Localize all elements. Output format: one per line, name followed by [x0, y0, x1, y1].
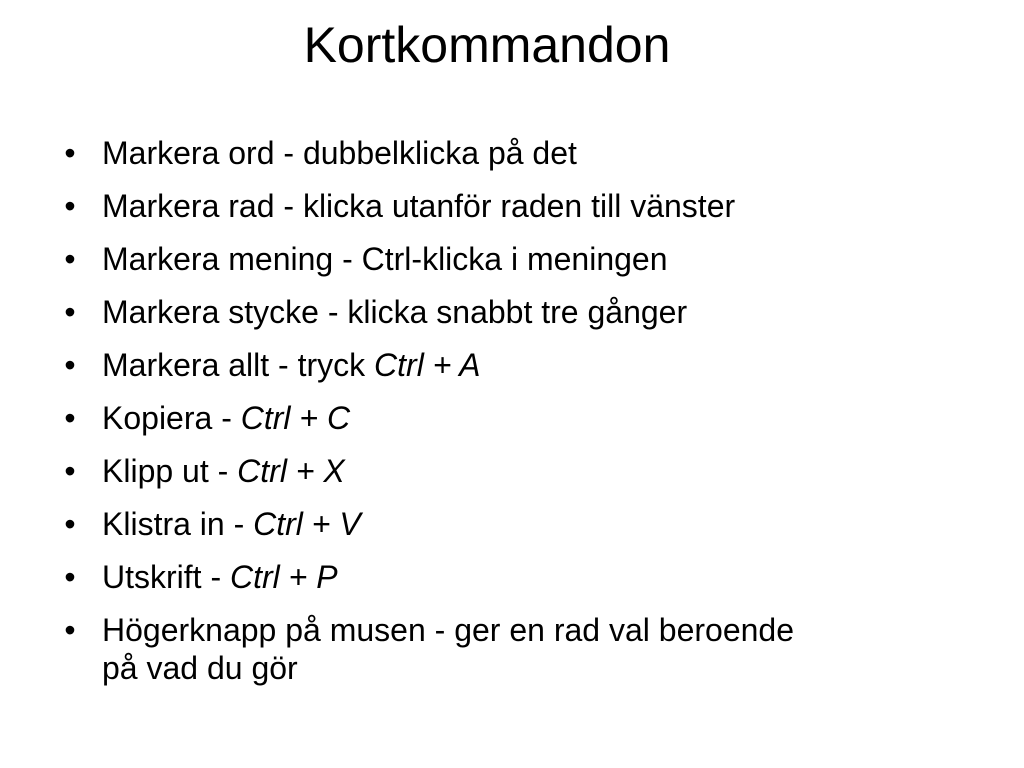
bullet-icon: •	[64, 612, 76, 648]
item-text: Högerknapp på musen - ger en rad val beroende på vad du gör	[102, 612, 794, 686]
bullet-icon: •	[64, 241, 76, 277]
bullet-icon: •	[64, 506, 76, 542]
list-item	[60, 399, 980, 437]
item-shortcut: Ctrl + C	[240, 400, 351, 436]
list-item	[60, 452, 980, 490]
bullet-icon: •	[64, 135, 76, 171]
list-item	[60, 187, 980, 225]
list-item	[60, 346, 980, 384]
list-item	[60, 240, 980, 278]
item-shortcut: Ctrl + X	[237, 453, 345, 489]
item-text: Kopiera -	[102, 400, 241, 436]
item-text: Utskrift -	[102, 559, 230, 595]
item-text: Markera mening - Ctrl-klicka i meningen	[102, 241, 668, 277]
item-shortcut: Ctrl + P	[229, 559, 338, 595]
slide-title: Kortkommandon	[303, 17, 671, 73]
bullet-icon: •	[64, 559, 76, 595]
list-item	[60, 134, 980, 172]
item-text: Klistra in -	[102, 506, 254, 542]
bullet-icon: •	[64, 294, 76, 330]
item-shortcut: Ctrl + A	[374, 347, 481, 383]
item-text: Markera rad - klicka utanför raden till vänster	[102, 188, 736, 224]
bullet-icon: •	[64, 453, 76, 489]
item-text: Markera allt - tryck	[102, 347, 375, 383]
list-item	[60, 558, 980, 596]
bullet-list	[60, 134, 980, 702]
list-item	[60, 611, 822, 687]
item-text: Klipp ut -	[102, 453, 238, 489]
item-text: Markera stycke - klicka snabbt tre gånger	[102, 294, 688, 330]
bullet-icon: •	[64, 347, 76, 383]
list-item	[60, 505, 980, 543]
item-text: Markera ord - dubbelklicka på det	[102, 135, 577, 171]
bullet-icon: •	[64, 400, 76, 436]
bullet-icon: •	[64, 188, 76, 224]
list-item	[60, 293, 980, 331]
item-shortcut: Ctrl + V	[253, 506, 361, 542]
